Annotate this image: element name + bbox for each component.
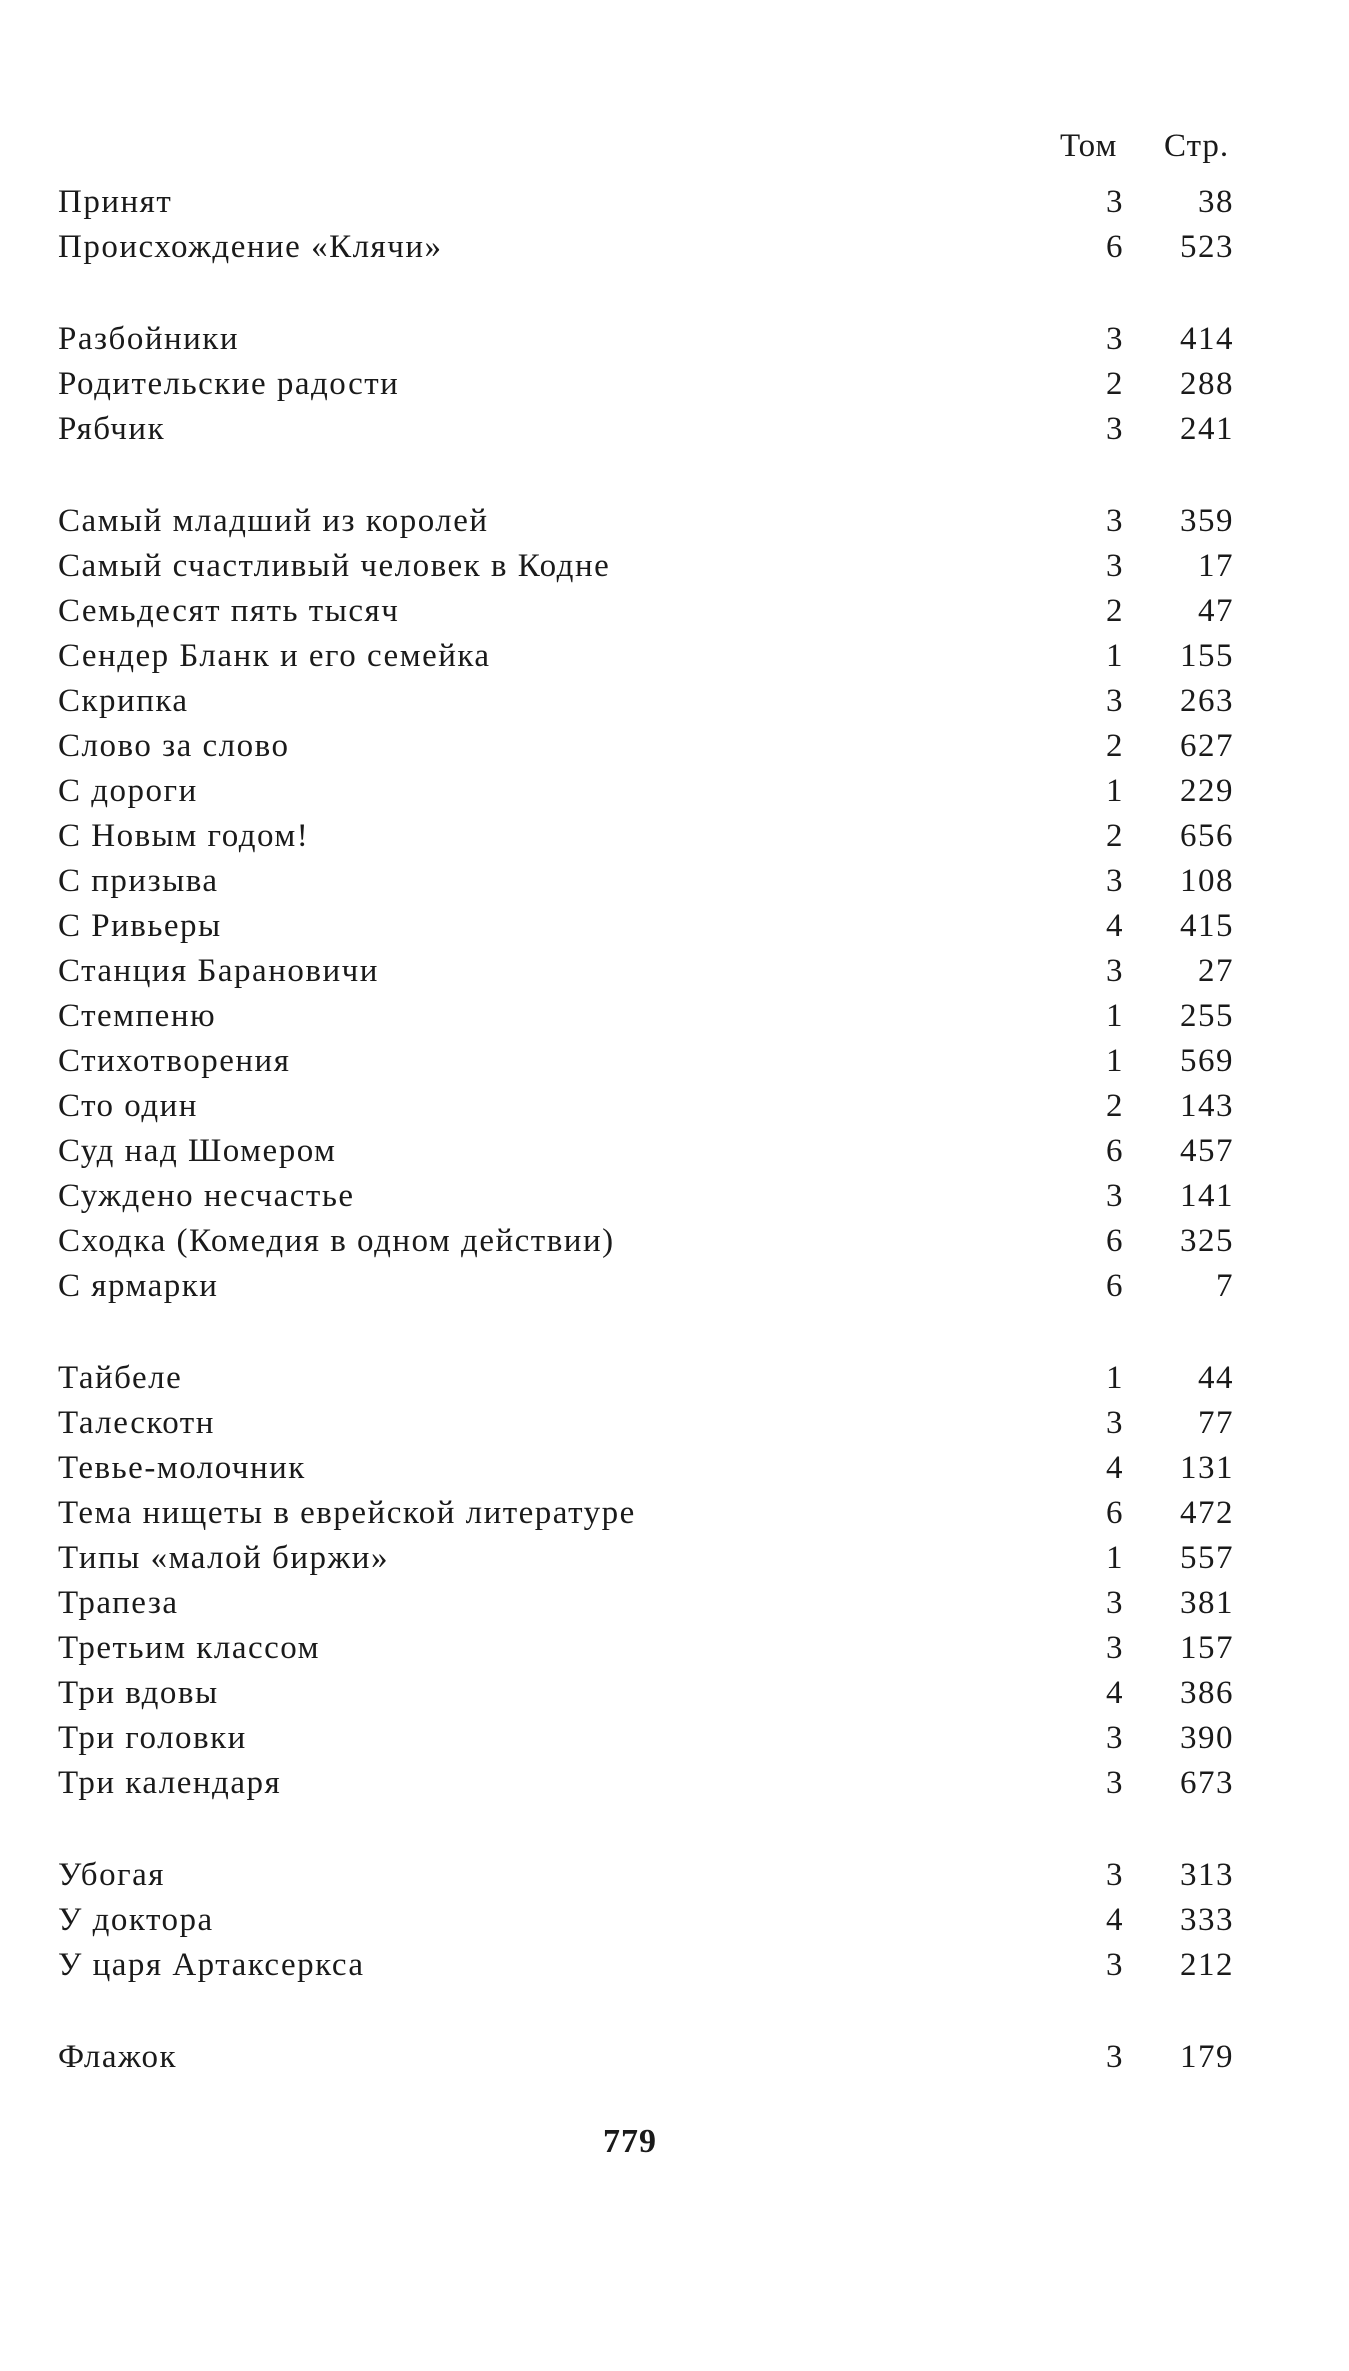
entry-volume: 3 xyxy=(1106,1178,1124,1214)
index-entry xyxy=(0,1129,1349,1173)
index-entry xyxy=(0,769,1349,813)
entry-volume: 3 xyxy=(1106,683,1124,719)
entry-volume: 6 xyxy=(1106,229,1124,265)
entry-page: 472 xyxy=(1180,1495,1234,1531)
entry-title: Сходка (Комедия в одном действии) xyxy=(58,1223,615,1259)
entry-page: 457 xyxy=(1180,1133,1234,1169)
entry-title: Станция Барановичи xyxy=(58,953,379,989)
index-entry xyxy=(0,1084,1349,1128)
entry-title: Третьим классом xyxy=(58,1630,321,1666)
entry-volume: 3 xyxy=(1106,1720,1124,1756)
entry-volume: 3 xyxy=(1106,548,1124,584)
entry-volume: 2 xyxy=(1106,593,1124,629)
index-entry xyxy=(0,1671,1349,1715)
entry-title: Тема нищеты в еврейской литературе xyxy=(58,1495,636,1531)
index-entry xyxy=(0,1581,1349,1625)
entry-volume: 6 xyxy=(1106,1495,1124,1531)
entry-title: Слово за слово xyxy=(58,728,290,764)
entry-page: 229 xyxy=(1180,773,1234,809)
entry-page: 131 xyxy=(1180,1450,1234,1486)
index-entry xyxy=(0,1536,1349,1580)
entry-title: Тевье-молочник xyxy=(58,1450,306,1486)
entry-volume: 4 xyxy=(1106,908,1124,944)
entry-page: 77 xyxy=(1198,1405,1234,1441)
entry-page: 263 xyxy=(1180,683,1234,719)
entry-title: С Ривьеры xyxy=(58,908,222,944)
index-entry xyxy=(0,180,1349,224)
index-entry xyxy=(0,1491,1349,1535)
entry-page: 44 xyxy=(1198,1360,1234,1396)
entry-page: 108 xyxy=(1180,863,1234,899)
index-entry xyxy=(0,1356,1349,1400)
entry-page: 390 xyxy=(1180,1720,1234,1756)
entry-page: 157 xyxy=(1180,1630,1234,1666)
entry-title: Самый счастливый человек в Кодне xyxy=(58,548,611,584)
index-entry xyxy=(0,1853,1349,1897)
entry-volume: 3 xyxy=(1106,1857,1124,1893)
entry-volume: 6 xyxy=(1106,1268,1124,1304)
index-entry xyxy=(0,724,1349,768)
entry-title: С ярмарки xyxy=(58,1268,219,1304)
entry-title: Суждено несчастье xyxy=(58,1178,355,1214)
entry-title: Разбойники xyxy=(58,321,239,357)
entry-volume: 6 xyxy=(1106,1133,1124,1169)
entry-volume: 3 xyxy=(1106,411,1124,447)
entry-page: 415 xyxy=(1180,908,1234,944)
entry-volume: 3 xyxy=(1106,184,1124,220)
entry-page: 313 xyxy=(1180,1857,1234,1893)
index-entry xyxy=(0,1039,1349,1083)
entry-title: Три вдовы xyxy=(58,1675,219,1711)
entry-page: 155 xyxy=(1180,638,1234,674)
entry-page: 414 xyxy=(1180,321,1234,357)
entry-volume: 2 xyxy=(1106,1088,1124,1124)
entry-page: 7 xyxy=(1216,1268,1234,1304)
entry-volume: 3 xyxy=(1106,863,1124,899)
index-entry xyxy=(0,1716,1349,1760)
index-entry xyxy=(0,1174,1349,1218)
entry-title: С призыва xyxy=(58,863,219,899)
entry-volume: 2 xyxy=(1106,728,1124,764)
entry-title: Скрипка xyxy=(58,683,189,719)
index-entry xyxy=(0,407,1349,451)
entry-volume: 1 xyxy=(1106,1360,1124,1396)
entry-title: Принят xyxy=(58,184,173,220)
entry-title: Сендер Бланк и его семейка xyxy=(58,638,491,674)
column-headers xyxy=(1060,128,1260,174)
entry-volume: 3 xyxy=(1106,321,1124,357)
entry-title: Типы «малой биржи» xyxy=(58,1540,389,1576)
index-entry xyxy=(0,1264,1349,1308)
entry-page: 656 xyxy=(1180,818,1234,854)
entry-page: 141 xyxy=(1180,1178,1234,1214)
entry-page: 523 xyxy=(1180,229,1234,265)
index-entry xyxy=(0,1626,1349,1670)
index-entry xyxy=(0,2035,1349,2079)
entry-volume: 4 xyxy=(1106,1902,1124,1938)
entry-page: 38 xyxy=(1198,184,1234,220)
entry-volume: 2 xyxy=(1106,366,1124,402)
index-entry xyxy=(0,1401,1349,1445)
entry-page: 325 xyxy=(1180,1223,1234,1259)
entry-volume: 3 xyxy=(1106,1947,1124,1983)
entry-title: Трапеза xyxy=(58,1585,179,1621)
entry-title: Флажок xyxy=(58,2039,178,2075)
index-entry xyxy=(0,634,1349,678)
index-entry xyxy=(0,225,1349,269)
index-entry xyxy=(0,1446,1349,1490)
entry-title: С Новым годом! xyxy=(58,818,310,854)
entry-title: Происхождение «Клячи» xyxy=(58,229,443,265)
entry-title: Три календаря xyxy=(58,1765,282,1801)
entry-title: Родительские радости xyxy=(58,366,400,402)
entry-page: 27 xyxy=(1198,953,1234,989)
entry-title: Убогая xyxy=(58,1857,165,1893)
entry-volume: 3 xyxy=(1106,953,1124,989)
entry-title: Талескотн xyxy=(58,1405,215,1441)
index-entry xyxy=(0,1761,1349,1805)
entry-volume: 3 xyxy=(1106,2039,1124,2075)
index-entry xyxy=(0,499,1349,543)
index-entry xyxy=(0,814,1349,858)
index-entry xyxy=(0,994,1349,1038)
index-entry xyxy=(0,1943,1349,1987)
index-entry xyxy=(0,589,1349,633)
index-entry xyxy=(0,679,1349,723)
entry-volume: 6 xyxy=(1106,1223,1124,1259)
entry-page: 386 xyxy=(1180,1675,1234,1711)
entry-page: 359 xyxy=(1180,503,1234,539)
entry-page: 212 xyxy=(1180,1947,1234,1983)
index-entry xyxy=(0,859,1349,903)
index-entry xyxy=(0,544,1349,588)
index-entry xyxy=(0,1898,1349,1942)
entry-volume: 1 xyxy=(1106,998,1124,1034)
entry-page: 381 xyxy=(1180,1585,1234,1621)
entry-page: 17 xyxy=(1198,548,1234,584)
entry-title: Тайбеле xyxy=(58,1360,183,1396)
volume-column-header: Том xyxy=(1060,128,1118,164)
entry-title: Стихотворения xyxy=(58,1043,291,1079)
entry-title: Сто один xyxy=(58,1088,198,1124)
entry-page: 143 xyxy=(1180,1088,1234,1124)
entry-title: Рябчик xyxy=(58,411,166,447)
index-entry xyxy=(0,317,1349,361)
entry-volume: 1 xyxy=(1106,773,1124,809)
entry-title: У доктора xyxy=(58,1902,214,1938)
entry-page: 241 xyxy=(1180,411,1234,447)
index-entry xyxy=(0,949,1349,993)
index-entry xyxy=(0,1219,1349,1263)
page-column-header: Стр. xyxy=(1164,128,1230,164)
entry-title: У царя Артаксеркса xyxy=(58,1947,365,1983)
entry-page: 333 xyxy=(1180,1902,1234,1938)
entry-volume: 1 xyxy=(1106,638,1124,674)
entry-volume: 4 xyxy=(1106,1675,1124,1711)
entry-volume: 3 xyxy=(1106,1630,1124,1666)
entry-page: 569 xyxy=(1180,1043,1234,1079)
entry-volume: 3 xyxy=(1106,1405,1124,1441)
entry-title: Три головки xyxy=(58,1720,247,1756)
entry-volume: 4 xyxy=(1106,1450,1124,1486)
entry-page: 47 xyxy=(1198,593,1234,629)
entry-volume: 1 xyxy=(1106,1043,1124,1079)
entry-title: Самый младший из королей xyxy=(58,503,489,539)
entry-page: 288 xyxy=(1180,366,1234,402)
entry-page: 673 xyxy=(1180,1765,1234,1801)
entry-volume: 3 xyxy=(1106,1585,1124,1621)
index-entry xyxy=(0,362,1349,406)
entry-volume: 3 xyxy=(1106,1765,1124,1801)
entry-volume: 3 xyxy=(1106,503,1124,539)
entry-volume: 2 xyxy=(1106,818,1124,854)
entry-page: 557 xyxy=(1180,1540,1234,1576)
entry-title: С дороги xyxy=(58,773,198,809)
index-entry xyxy=(0,904,1349,948)
page-number: 779 xyxy=(603,2123,657,2160)
entry-page: 179 xyxy=(1180,2039,1234,2075)
entry-page: 255 xyxy=(1180,998,1234,1034)
entry-title: Стемпеню xyxy=(58,998,217,1034)
entry-page: 627 xyxy=(1180,728,1234,764)
entry-title: Суд над Шомером xyxy=(58,1133,337,1169)
entry-volume: 1 xyxy=(1106,1540,1124,1576)
entry-title: Семьдесят пять тысяч xyxy=(58,593,400,629)
